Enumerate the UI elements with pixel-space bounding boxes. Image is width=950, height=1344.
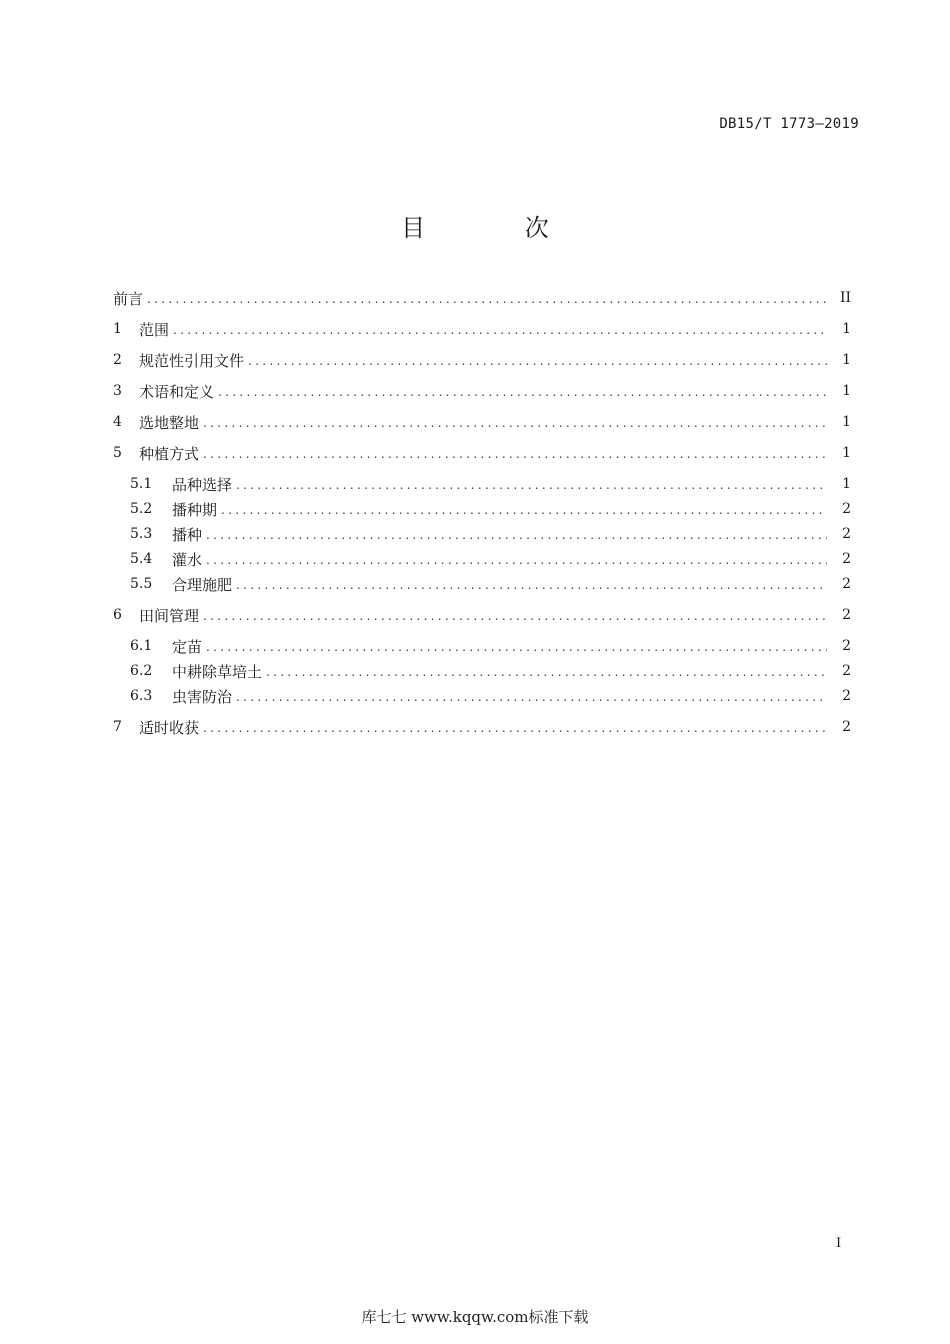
- toc-entry-label: 播种: [172, 525, 203, 544]
- toc-entry-label: 定苗: [172, 637, 203, 656]
- toc-entry-number: 3: [113, 383, 122, 399]
- toc-leader-dots: [173, 321, 827, 337]
- toc-entry-label: 中耕除草培土: [172, 662, 263, 681]
- toc-entry-page: 2: [842, 607, 851, 623]
- toc-entry[interactable]: [113, 317, 851, 341]
- toc-entry-page: 1: [842, 414, 851, 430]
- toc-entry-page: II: [839, 290, 851, 306]
- toc-leader-dots: [218, 383, 827, 399]
- toc-entry-label: 田间管理: [139, 606, 200, 625]
- toc-leader-dots: [203, 607, 827, 623]
- toc-leader-dots: [266, 663, 827, 679]
- toc-leader-dots: [221, 501, 827, 517]
- toc-leader-dots: [236, 576, 827, 592]
- toc-subentry[interactable]: [130, 572, 851, 596]
- toc-entry-page: 1: [842, 383, 851, 399]
- toc-leader-dots: [147, 290, 827, 306]
- toc-entry-number: 6: [113, 607, 122, 623]
- toc-entry-number: 1: [113, 321, 122, 337]
- toc-entry-number: 5.5: [130, 576, 153, 592]
- toc-leader-dots: [203, 719, 827, 735]
- toc-entry-label: 品种选择: [172, 475, 233, 494]
- toc-entry-page: 2: [842, 501, 851, 517]
- toc-leader-dots: [248, 352, 827, 368]
- toc-entry-page: 2: [842, 688, 851, 704]
- toc-entry-label: 规范性引用文件: [139, 351, 245, 370]
- toc-entry-number: 4: [113, 414, 122, 430]
- toc-entry-label: 选地整地: [139, 413, 200, 432]
- toc-entry-page: 2: [842, 638, 851, 654]
- toc-leader-dots: [206, 638, 827, 654]
- toc-leader-dots: [236, 476, 827, 492]
- toc-entry-label: 合理施肥: [172, 575, 233, 594]
- toc-entry-number: 7: [113, 719, 122, 735]
- toc-entry-page: 1: [842, 352, 851, 368]
- toc-entry[interactable]: [113, 410, 851, 434]
- toc-subentry[interactable]: [130, 472, 851, 496]
- toc-entry-label: 种植方式: [139, 444, 200, 463]
- toc-entry-number: 5.1: [130, 476, 153, 492]
- toc-entry[interactable]: [113, 715, 851, 739]
- toc-entry-label: 前言: [113, 289, 144, 308]
- page-number: I: [836, 1236, 842, 1251]
- toc-entry-number: 5: [113, 445, 122, 461]
- toc-leader-dots: [203, 414, 827, 430]
- toc-entry[interactable]: [113, 286, 851, 310]
- toc-entry[interactable]: [113, 379, 851, 403]
- page-title: 目 次: [401, 214, 595, 242]
- toc-entry-label: 灌水: [172, 550, 203, 569]
- toc-entry-number: 6.2: [130, 663, 153, 679]
- toc-subentry[interactable]: [130, 659, 851, 683]
- document-code: DB15/T 1773—2019: [719, 116, 859, 132]
- toc-entry-page: 2: [842, 719, 851, 735]
- toc-leader-dots: [236, 688, 827, 704]
- toc-entry-page: 2: [842, 526, 851, 542]
- toc-entry-page: 2: [842, 576, 851, 592]
- toc-subentry[interactable]: [130, 522, 851, 546]
- toc-subentry[interactable]: [130, 684, 851, 708]
- toc-entry-label: 适时收获: [139, 718, 200, 737]
- toc-leader-dots: [203, 445, 827, 461]
- toc-entry-number: 6.1: [130, 638, 153, 654]
- toc-entry-number: 6.3: [130, 688, 153, 704]
- toc-entry-number: 5.2: [130, 501, 153, 517]
- toc-subentry[interactable]: [130, 547, 851, 571]
- toc-entry[interactable]: [113, 348, 851, 372]
- toc-subentry[interactable]: [130, 497, 851, 521]
- toc-entry-number: 5.4: [130, 551, 153, 567]
- toc-entry-label: 虫害防治: [172, 687, 233, 706]
- toc-entry-page: 2: [842, 551, 851, 567]
- toc-entry-label: 播种期: [172, 500, 218, 519]
- toc-leader-dots: [206, 526, 827, 542]
- toc-entry-page: 1: [842, 476, 851, 492]
- toc-entry-page: 1: [842, 445, 851, 461]
- footer-watermark: 库七七 www.kqqw.com标准下载: [361, 1308, 589, 1326]
- toc-entry[interactable]: [113, 603, 851, 627]
- toc-entry-number: 2: [113, 352, 122, 368]
- toc-entry[interactable]: [113, 441, 851, 465]
- toc-entry-label: 范围: [139, 320, 170, 339]
- toc-entry-number: 5.3: [130, 526, 153, 542]
- toc-entry-page: 2: [842, 663, 851, 679]
- toc-entry-label: 术语和定义: [139, 382, 215, 401]
- toc-subentry[interactable]: [130, 634, 851, 658]
- toc-entry-page: 1: [842, 321, 851, 337]
- toc-leader-dots: [206, 551, 827, 567]
